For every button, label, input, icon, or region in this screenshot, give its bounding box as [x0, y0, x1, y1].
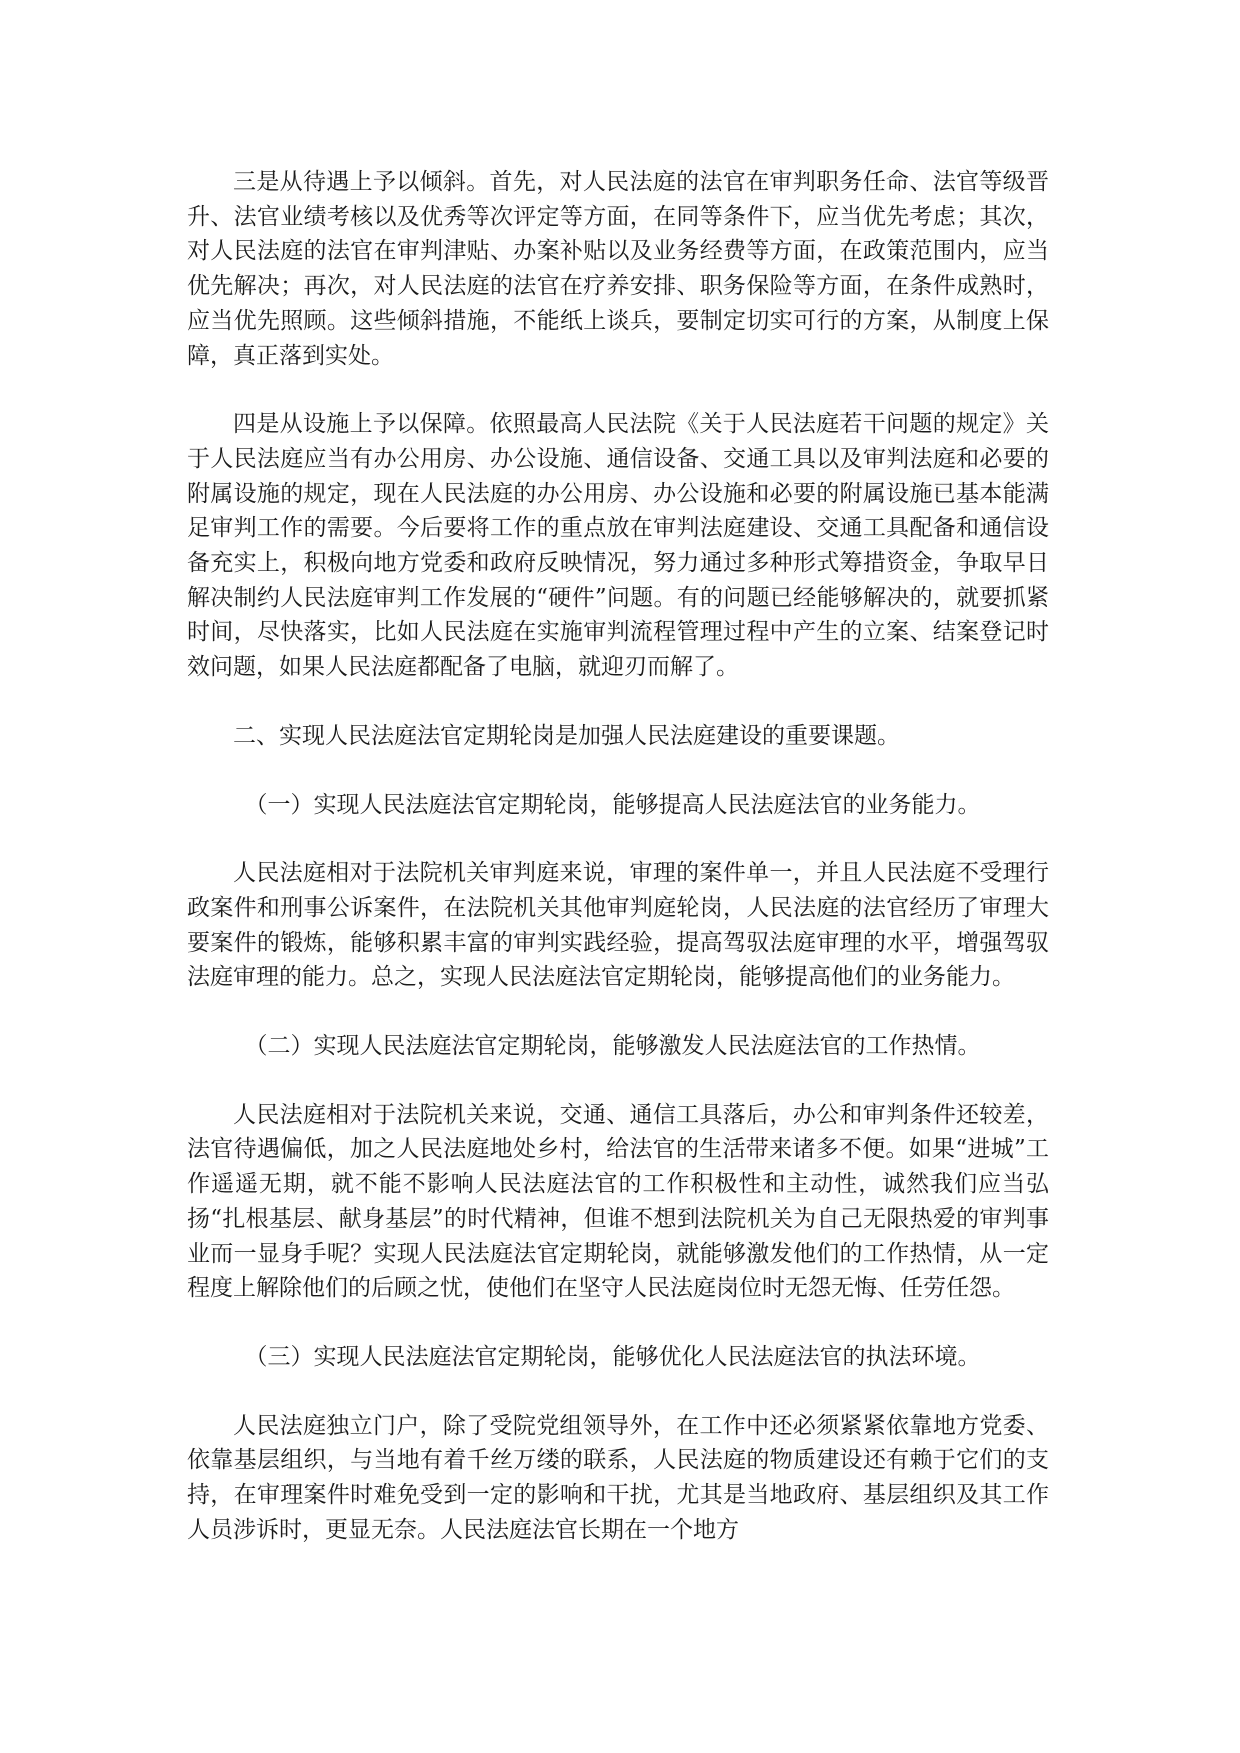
subsection-heading-enthusiasm: （二）实现人民法庭法官定期轮岗，能够激发人民法庭法官的工作热情。: [244, 1033, 981, 1060]
paragraph-ability: 人民法庭相对于法院机关审判庭来说，审理的案件单一，并且人民法庭不受理行政案件和刑事公诉案件，在法院机关其他审判庭轮岗，人民法庭的法官经历了审理大要案件的锻炼，能够积累丰富的审判实践经验，提高驾驭法庭审理的水平，增强驾驭法庭审理的能力。总之，实现人民法庭法官定期轮岗，能够提高他们的业务能力。: [187, 860, 1049, 991]
paragraph-treatment: 三是从待遇上予以倾斜。首先，对人民法庭的法官在审判职务任命、法官等级晋升、法官业绩考核以及优秀等次评定等方面，在同等条件下，应当优先考虑；其次，对人民法庭的法官在审判津贴、办案补贴以及业务经费等方面，在政策范围内，应当优先解决；再次，对人民法庭的法官在疗养安排、职务保险等方面，在条件成熟时，应当优先照顾。这些倾斜措施，不能纸上谈兵，要制定切实可行的方案，从制度上保障，真正落到实处。: [187, 169, 1049, 369]
paragraph-environment: 人民法庭独立门户，除了受院党组领导外，在工作中还必须紧紧依靠地方党委、依靠基层组织，与当地有着千丝万缕的联系，人民法庭的物质建设还有赖于它们的支持，在审理案件时难免受到一定的影响和干扰，尤其是当地政府、基层组织及其工作人员涉诉时，更显无奈。人民法庭法官长期在一个地方: [187, 1412, 1049, 1543]
document-body: [187, 165, 1049, 1582]
section-heading-rotation: 二、实现人民法庭法官定期轮岗是加强人民法庭建设的重要课题。: [233, 722, 900, 749]
paragraph-facilities: 四是从设施上予以保障。依照最高人民法院《关于人民法庭若干问题的规定》关于人民法庭应当有办公用房、办公设施、通信设备、交通工具以及审判法庭和必要的附属设施的规定，现在人民法庭的办公用房、办公设施和必要的附属设施已基本能满足审判工作的需要。今后要将工作的重点放在审判法庭建设、交通工具配备和通信设备充实上，积极向地方党委和政府反映情况，努力通过多种形式筹措资金，争取早日解决制约人民法庭审判工作发展的“硬件”问题。有的问题已经能够解决的，就要抓紧时间，尽快落实，比如人民法庭在实施审判流程管理过程中产生的立案、结案登记时效问题，如果人民法庭都配备了电脑，就迎刃而解了。: [187, 411, 1049, 681]
subsection-heading-ability: （一）实现人民法庭法官定期轮岗，能够提高人民法庭法官的业务能力。: [244, 791, 981, 818]
subsection-heading-environment: （三）实现人民法庭法官定期轮岗，能够优化人民法庭法官的执法环境。: [244, 1343, 981, 1370]
paragraph-enthusiasm: 人民法庭相对于法院机关来说，交通、通信工具落后，办公和审判条件还较差，法官待遇偏低，加之人民法庭地处乡村，给法官的生活带来诸多不便。如果“进城”工作遥遥无期，就不能不影响人民法庭法官的工作积极性和主动性，诚然我们应当弘扬“扎根基层、献身基层”的时代精神，但谁不想到法院机关为自己无限热爱的审判事业而一显身手呢？实现人民法庭法官定期轮岗，就能够激发他们的工作热情，从一定程度上解除他们的后顾之忧，使他们在坚守人民法庭岗位时无怨无悔、任劳任怨。: [187, 1101, 1049, 1302]
